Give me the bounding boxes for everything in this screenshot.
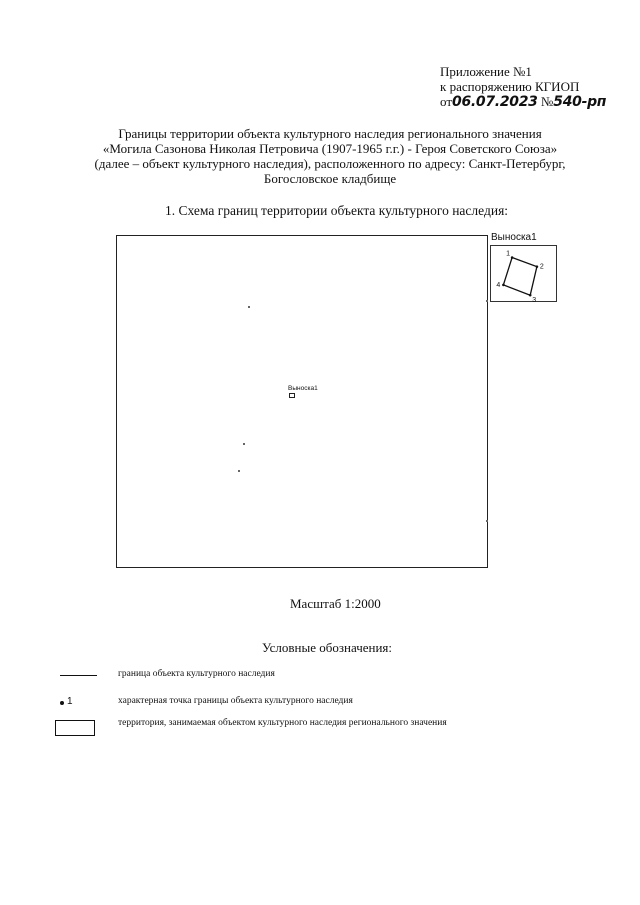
number-prefix: № bbox=[540, 94, 554, 109]
appendix-label: Приложение №1 bbox=[440, 64, 532, 79]
legend-point-text: характерная точка границы объекта культурного наследия bbox=[118, 696, 353, 706]
legend-boundary-line-text: граница объекта культурного наследия bbox=[118, 669, 275, 679]
order-date-number bbox=[440, 94, 610, 110]
map-scale: Масштаб 1:2000 bbox=[290, 596, 381, 611]
inset-point-label: 1 bbox=[506, 250, 511, 258]
inset-title: Выноска1 bbox=[491, 232, 537, 243]
title-line-4: Богословское кладбище bbox=[263, 171, 397, 186]
title-line-1: Границы территории объекта культурного наследия регионального значения bbox=[118, 126, 542, 141]
legend-boundary-line-symbol bbox=[60, 675, 97, 676]
map-speck bbox=[243, 443, 245, 445]
legend-area-symbol bbox=[55, 720, 95, 736]
map-speck bbox=[248, 306, 250, 308]
inset-point-1 bbox=[511, 256, 514, 259]
boundary-map-frame bbox=[116, 235, 488, 568]
from-prefix: от bbox=[440, 94, 453, 109]
inset-boundary-polygon bbox=[503, 258, 537, 296]
inset-point-label: 4 bbox=[496, 281, 501, 289]
inset-point-2 bbox=[536, 265, 539, 268]
inset-point-label: 3 bbox=[532, 297, 537, 302]
appendix-header bbox=[440, 64, 610, 110]
inset-point-label: 2 bbox=[539, 263, 544, 271]
inset-boundary-diagram bbox=[490, 245, 557, 302]
map-speck bbox=[486, 300, 488, 302]
document-title bbox=[60, 126, 600, 186]
legend-title: Условные обозначения: bbox=[262, 640, 393, 655]
inset-point-4 bbox=[502, 284, 505, 287]
inset-point-3 bbox=[529, 294, 532, 297]
legend-point-symbol bbox=[60, 701, 64, 705]
map-speck bbox=[486, 520, 488, 522]
map-callout-label: Выноска1 bbox=[288, 385, 318, 392]
legend-area-text: территория, занимаемая объектом культурного наследия регионального значения bbox=[118, 718, 447, 728]
title-line-2: «Могила Сазонова Николая Петровича (1907-1965 г.г.) - Героя Советского Союза» bbox=[102, 141, 558, 156]
section-heading: 1. Схема границ территории объекта культурного наследия: bbox=[165, 203, 509, 218]
legend-point-number: 1 bbox=[67, 696, 73, 707]
order-date: 06.07.2023 bbox=[452, 94, 538, 110]
map-speck bbox=[238, 470, 240, 472]
order-number: 540-рп bbox=[553, 94, 607, 110]
order-reference: к распоряжению КГИОП bbox=[440, 79, 580, 94]
map-callout-marker bbox=[289, 393, 295, 398]
title-line-3: (далее – объект культурного наследия), расположенного по адресу: Санкт-Петербург, bbox=[94, 156, 566, 171]
